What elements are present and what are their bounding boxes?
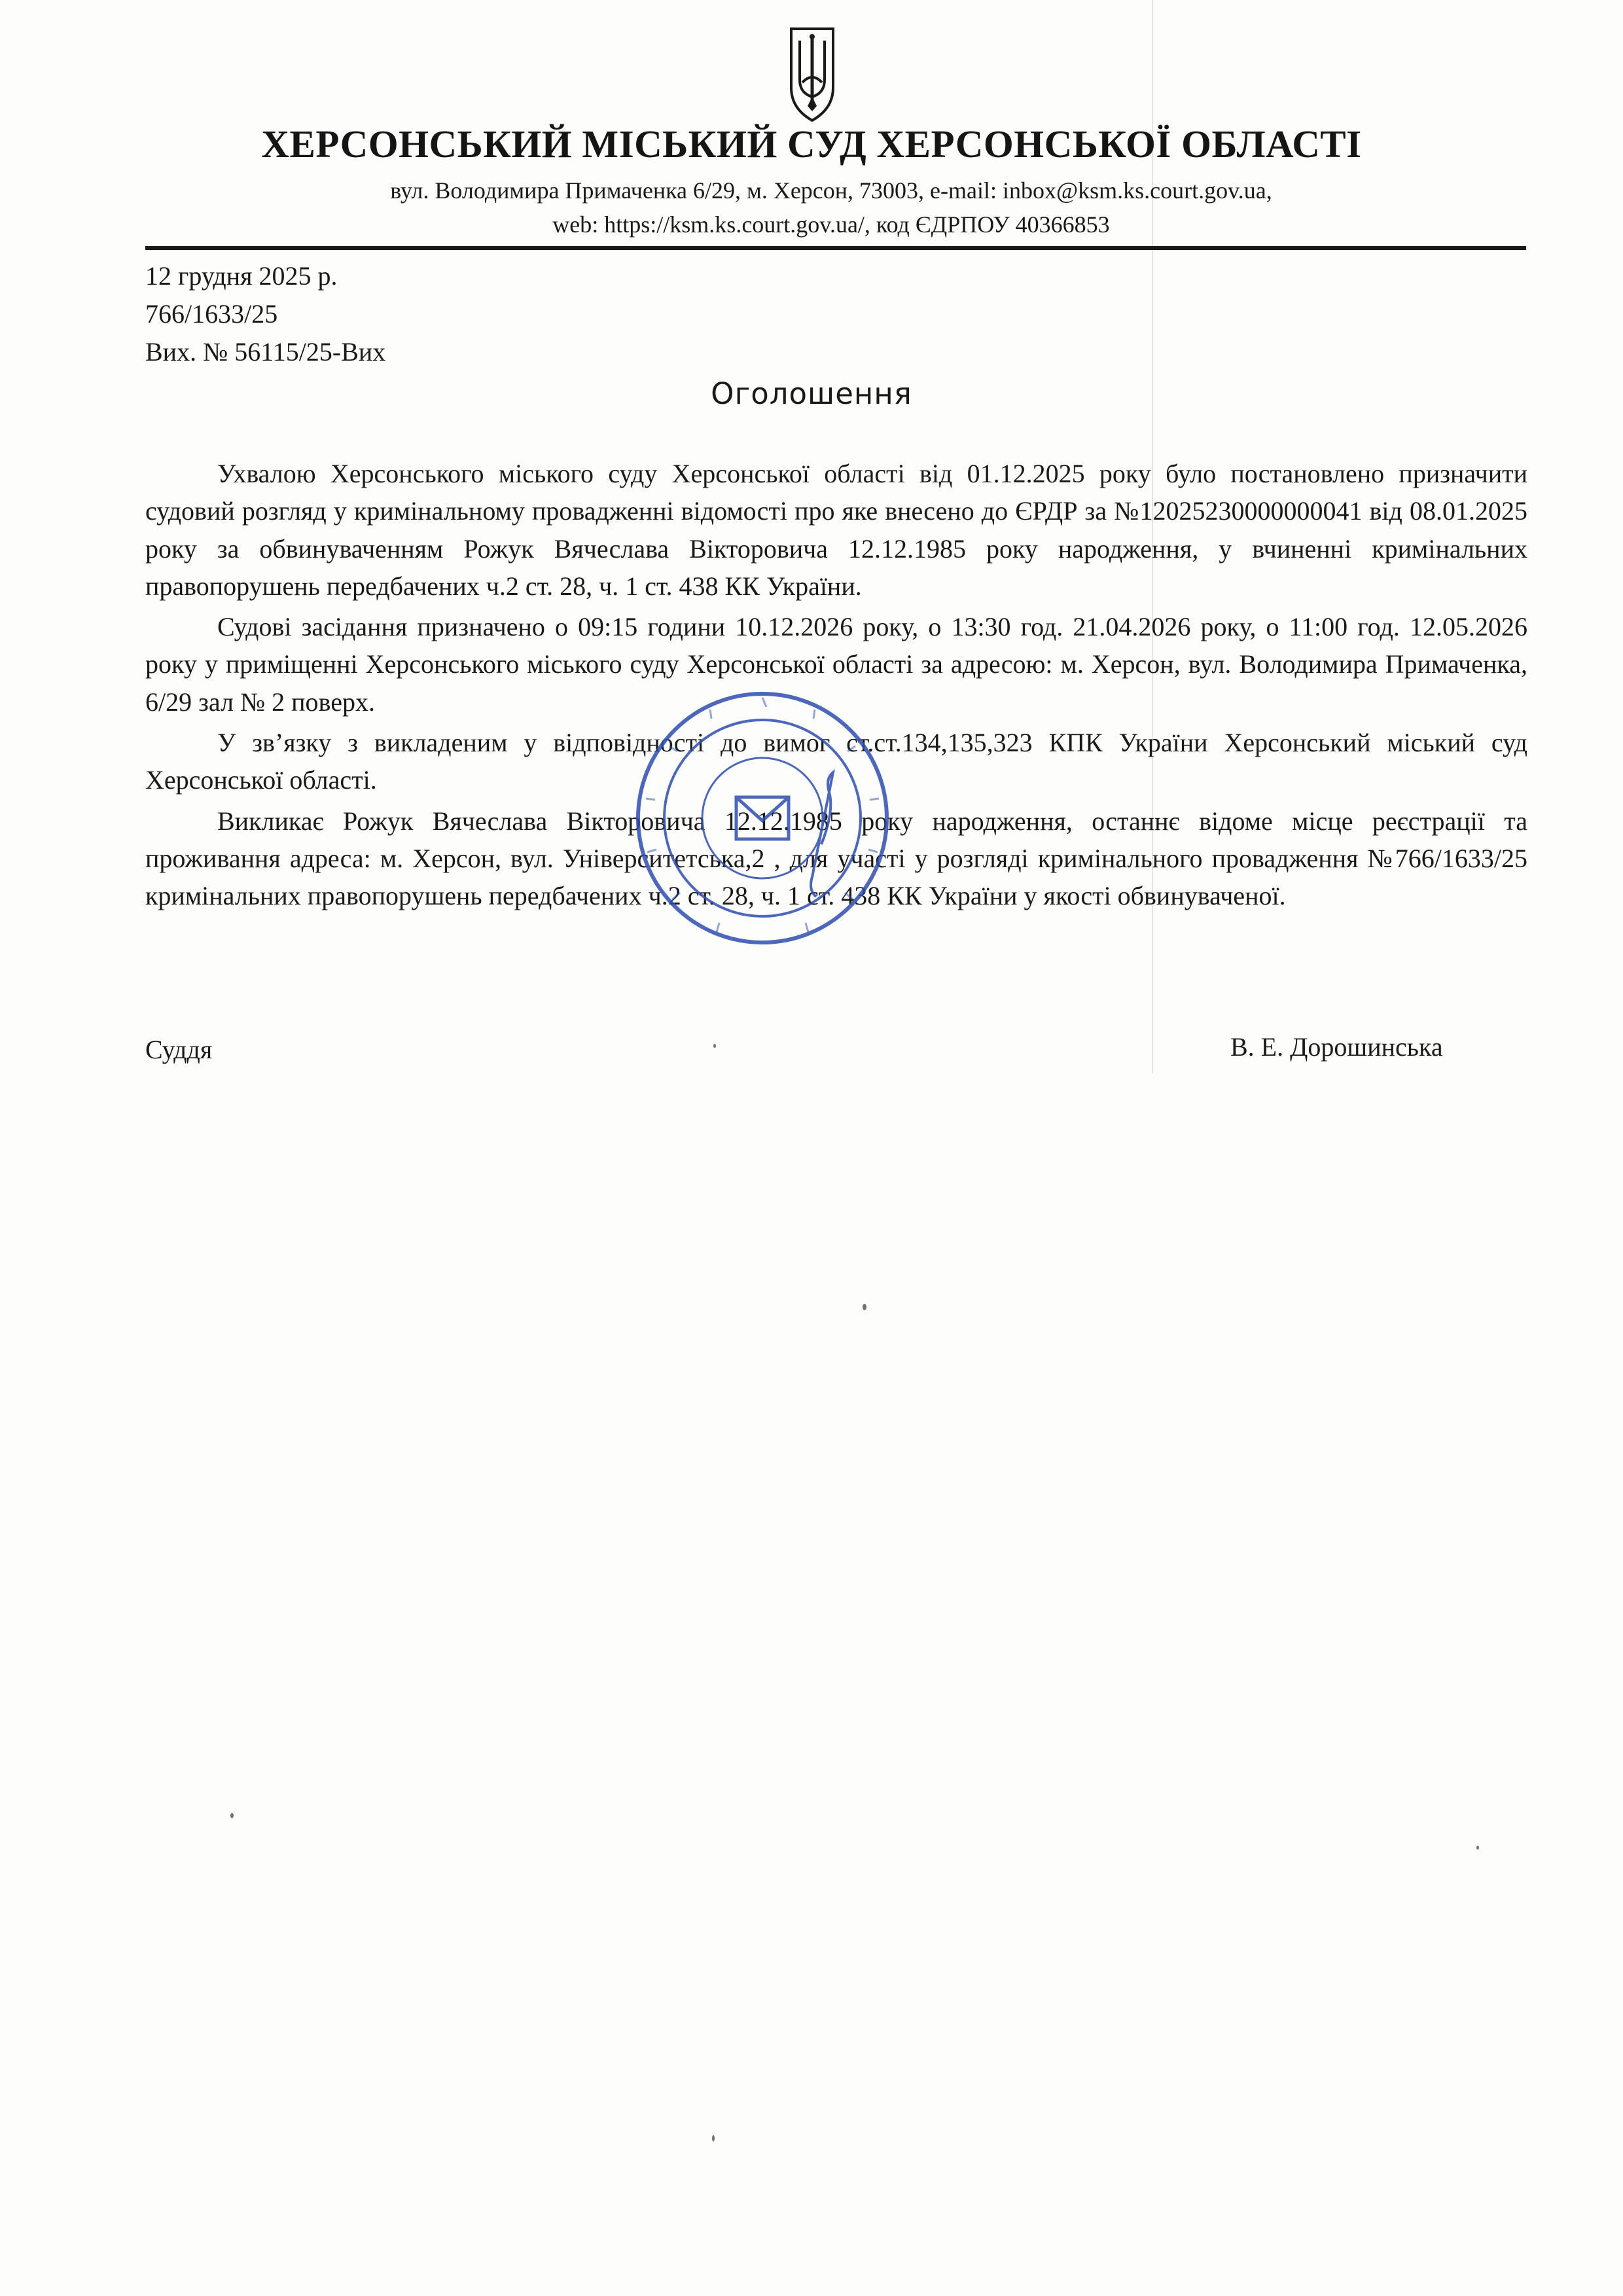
announcement-heading: Оголошення xyxy=(711,376,912,411)
court-web-code-line: web: https://ksm.ks.court.gov.ua/, код ЄДРПОУ 40366853 xyxy=(552,211,1110,238)
signature-role: Суддя xyxy=(145,1035,213,1064)
tryzub-coat-of-arms-icon xyxy=(788,25,836,123)
court-seal-stamp-icon xyxy=(625,681,900,956)
court-name-title: ХЕРСОНСЬКИЙ МІСЬКИЙ СУД ХЕРСОНСЬКОЇ ОБЛАСТІ xyxy=(261,122,1362,166)
header-divider xyxy=(145,246,1526,250)
body-paragraph: Ухвалою Херсонського міського суду Херсонської області від 01.12.2025 року було постановлено призначити судовий розгляд у кримінальному провадженні відомості про яке внесено до ЄРДР за №12025230000000041 від 08.01.2025 року за обвинуваченням Рожук Вячеслава Вікторовича 12.12.1985 року народження, у вчиненні кримінальних правопорушень передбачених ч.2 ст. 28, ч. 1 ст. 438 КК України. xyxy=(145,459,1527,601)
scan-speck xyxy=(863,1304,866,1310)
scan-speck xyxy=(230,1813,234,1818)
scan-speck xyxy=(1476,1846,1479,1850)
outgoing-number: Вих. № 56115/25-Вих xyxy=(145,337,386,367)
signature-name: В. Е. Дорошинська xyxy=(1230,1032,1443,1062)
court-address-line: вул. Володимира Примаченка 6/29, м. Херсон, 73003, e-mail: inbox@ksm.ks.court.gov.ua, xyxy=(390,177,1272,204)
body-paragraph: У зв’язку з викладеним у відповідності до вимог ст.ст.134,135,323 КПК України Херсонський міський суд Херсонської області. xyxy=(145,728,1527,795)
scan-speck xyxy=(712,2135,715,2142)
body-paragraph: Викликає Рожук Вячеслава Вікторовича 12.12.1985 року народження, останнє відоме місце реєстрації та проживання адреса: м. Херсон, вул. Університетська,2 , для участі у розгляді кримінального провадження №766/1633/25 кримінальних правопорушень передбачених ч.2 ст. 28, ч. 1 ст. 438 КК України у якості обвинуваченої. xyxy=(145,806,1527,911)
body-paragraph: Судові засідання призначено о 09:15 години 10.12.2026 року, о 13:30 год. 21.04.2026 року, о 11:00 год. 12.05.2026 року у приміщенні Херсонського міського суду Херсонської області за адресою: м. Херсон, вул. Володимира Примаченка, 6/29 зал № 2 поверх. xyxy=(145,612,1527,717)
case-number: 766/1633/25 xyxy=(145,299,278,329)
document-date: 12 грудня 2025 р. xyxy=(145,261,338,291)
scan-speck xyxy=(713,1044,716,1048)
